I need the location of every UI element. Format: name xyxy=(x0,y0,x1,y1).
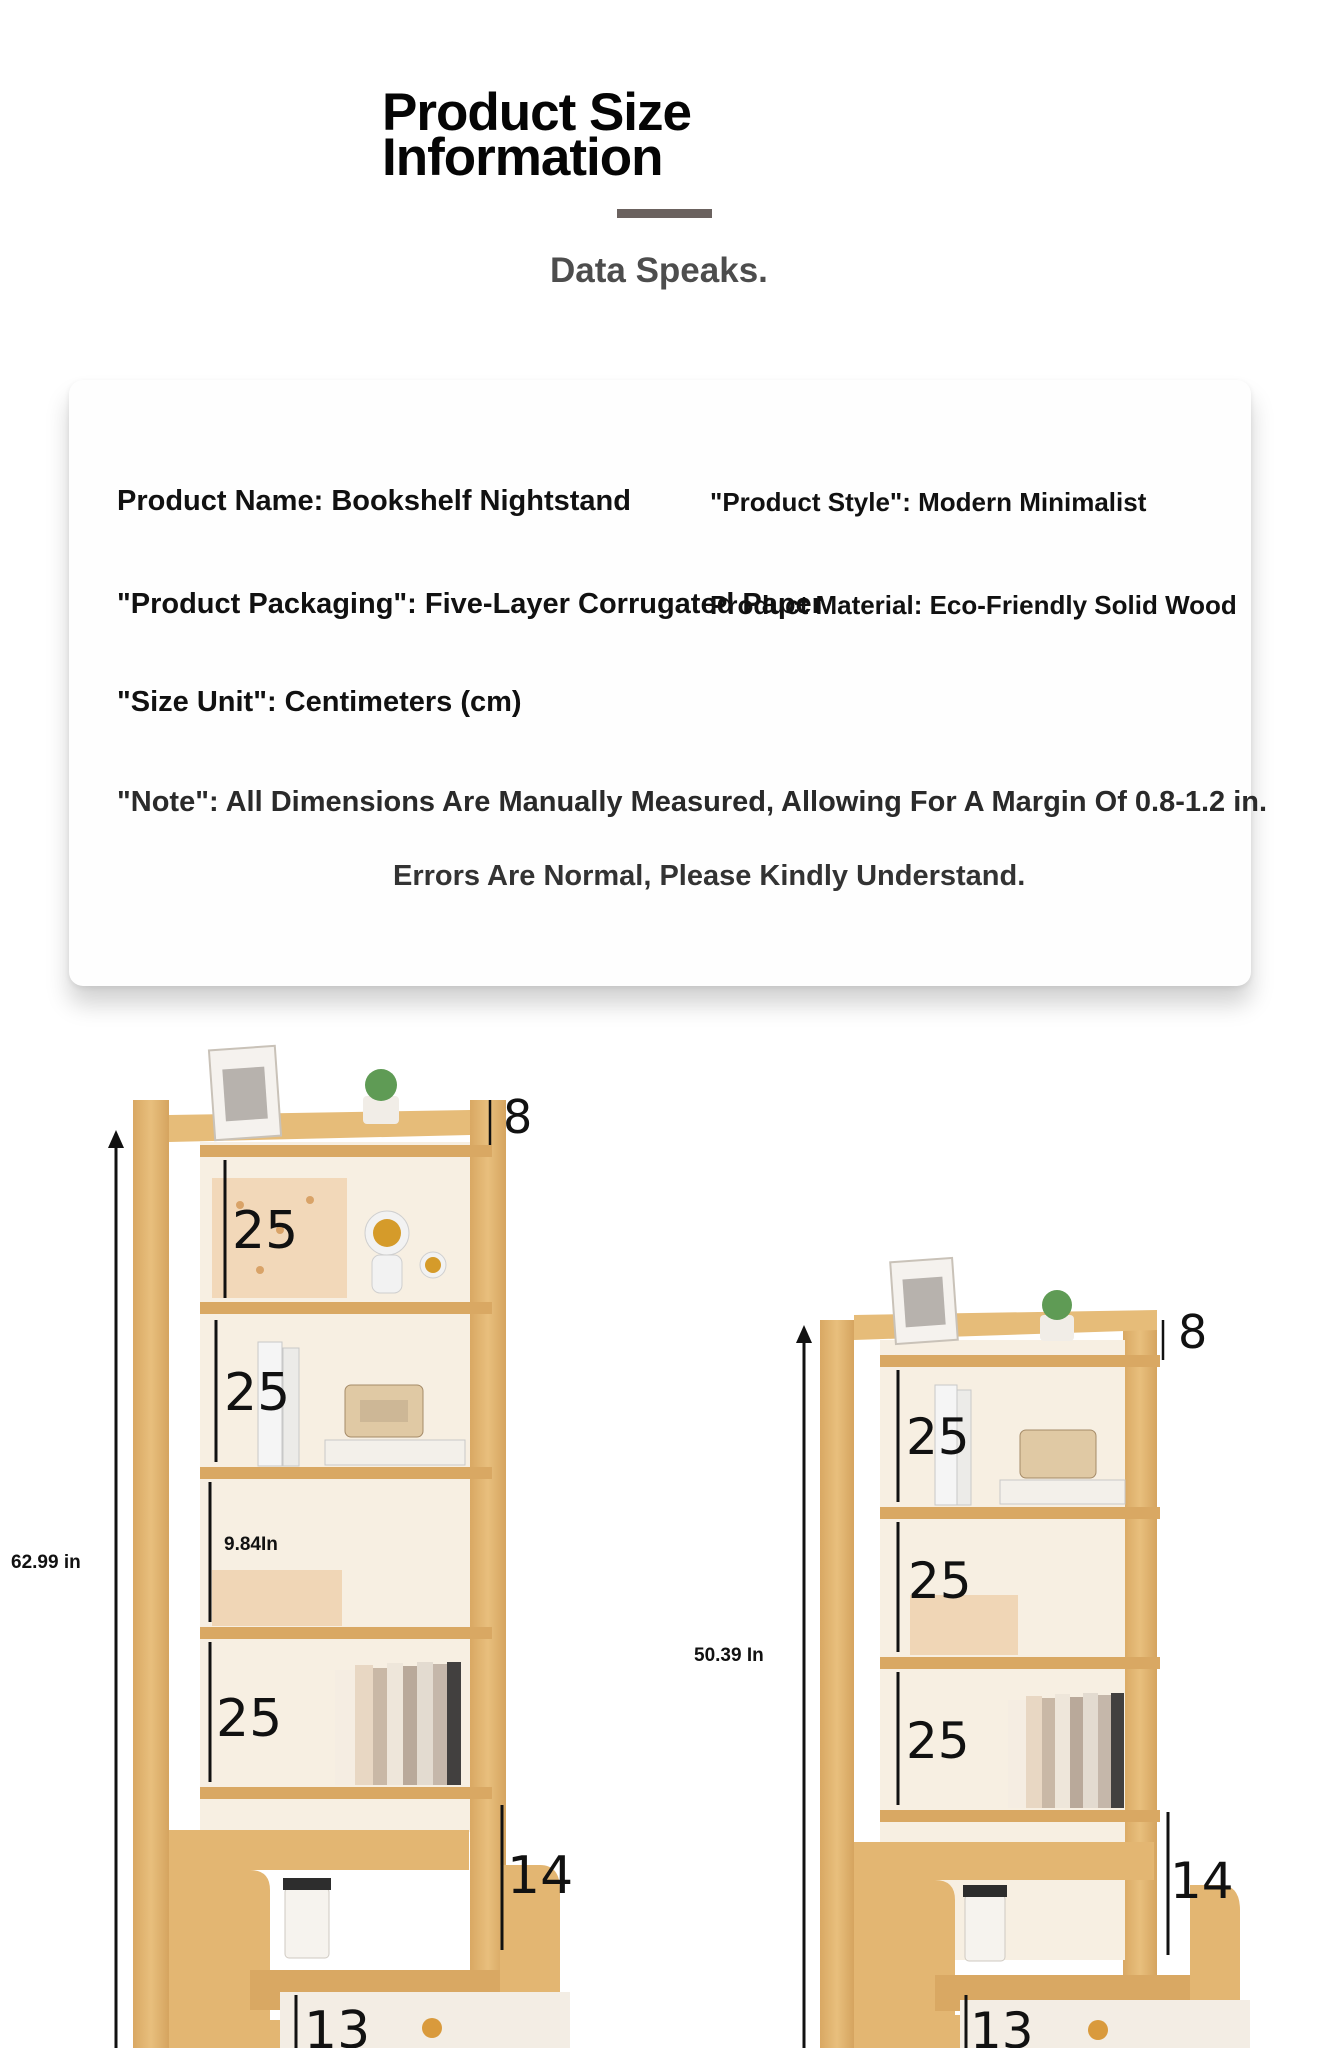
book-stack-icon xyxy=(325,1440,465,1465)
error-note: Errors Are Normal, Please Kindly Understand. xyxy=(393,860,1026,892)
left-drawer-label: 13 xyxy=(304,2001,371,2048)
shelf-board xyxy=(880,1657,1160,1669)
left-total-height-label: 62.99 in xyxy=(11,1552,81,1573)
right-total-height-label: 50.39 In xyxy=(694,1645,764,1666)
book-row-icon xyxy=(335,1670,355,1785)
product-material: Product Material: Eco-Friendly Solid Wood xyxy=(710,590,1237,620)
product-info-card xyxy=(69,380,1268,986)
right-shelf-side-panel xyxy=(1123,1315,1157,2048)
drawer-knob-icon xyxy=(1088,2020,1108,2040)
coffee-cup-icon xyxy=(965,1895,1005,1961)
left-tier-3-label: 9.84In xyxy=(224,1534,278,1555)
product-style: "Product Style": Modern Minimalist xyxy=(710,487,1147,517)
shelf-board xyxy=(880,1355,1160,1367)
left-tier-1-label: 25 xyxy=(232,1201,299,1261)
shelf-board xyxy=(880,1507,1160,1519)
title-underline xyxy=(617,209,712,218)
cabinet-top xyxy=(169,1830,469,1870)
right-drawer-label: 13 xyxy=(970,2002,1034,2048)
shelf-board xyxy=(200,1302,492,1314)
right-tier-3-label: 25 xyxy=(906,1712,970,1770)
left-top-rail-label: 8 xyxy=(503,1090,533,1144)
product-name: Product Name: Bookshelf Nightstand xyxy=(117,485,631,517)
radio-icon xyxy=(1020,1430,1096,1478)
shelf-board xyxy=(200,1145,492,1157)
measurement-note: "Note": All Dimensions Are Manually Measured, Allowing For A Margin Of 0.8-1.2 in. xyxy=(117,786,1268,818)
storage-box-icon xyxy=(212,1570,342,1626)
left-bookshelf xyxy=(108,1046,573,2048)
left-shelf-side-panel xyxy=(133,1100,169,2048)
coffee-cup-icon xyxy=(285,1888,329,1958)
book-row-icon xyxy=(1008,1700,1026,1808)
right-tier-1-label: 25 xyxy=(906,1408,970,1466)
picture-frame-photo xyxy=(902,1277,945,1328)
product-packaging: "Product Packaging": Five-Layer Corrugated Paper xyxy=(117,588,823,620)
left-tier-4-label: 25 xyxy=(216,1689,283,1749)
plant-icon xyxy=(365,1069,397,1101)
shelf-board xyxy=(200,1467,492,1479)
book-stack-icon xyxy=(1000,1480,1125,1504)
drawer-knob-icon xyxy=(422,2018,442,2038)
right-cabinet-gap-label: 14 xyxy=(1170,1852,1234,1910)
shelf-board xyxy=(200,1627,492,1639)
page-subtitle: Data Speaks. xyxy=(550,251,768,290)
left-cabinet-gap-label: 14 xyxy=(507,1846,574,1906)
picture-frame-photo xyxy=(222,1067,268,1122)
size-unit: "Size Unit": Centimeters (cm) xyxy=(117,686,522,718)
page-title: Product Size Information xyxy=(382,83,692,187)
left-tier-2-label: 25 xyxy=(224,1363,291,1423)
plant-icon xyxy=(1042,1290,1072,1320)
right-bookshelf xyxy=(796,1258,1250,2048)
right-top-rail-label: 8 xyxy=(1178,1305,1208,1359)
left-shelf-side-panel xyxy=(820,1320,854,2048)
right-tier-2-label: 25 xyxy=(908,1552,972,1610)
shelf-board xyxy=(880,1810,1160,1822)
cabinet-top xyxy=(854,1842,1154,1880)
title-block xyxy=(382,83,702,187)
shelf-board xyxy=(200,1787,492,1799)
bookshelf-illustrations xyxy=(0,1030,1322,2048)
